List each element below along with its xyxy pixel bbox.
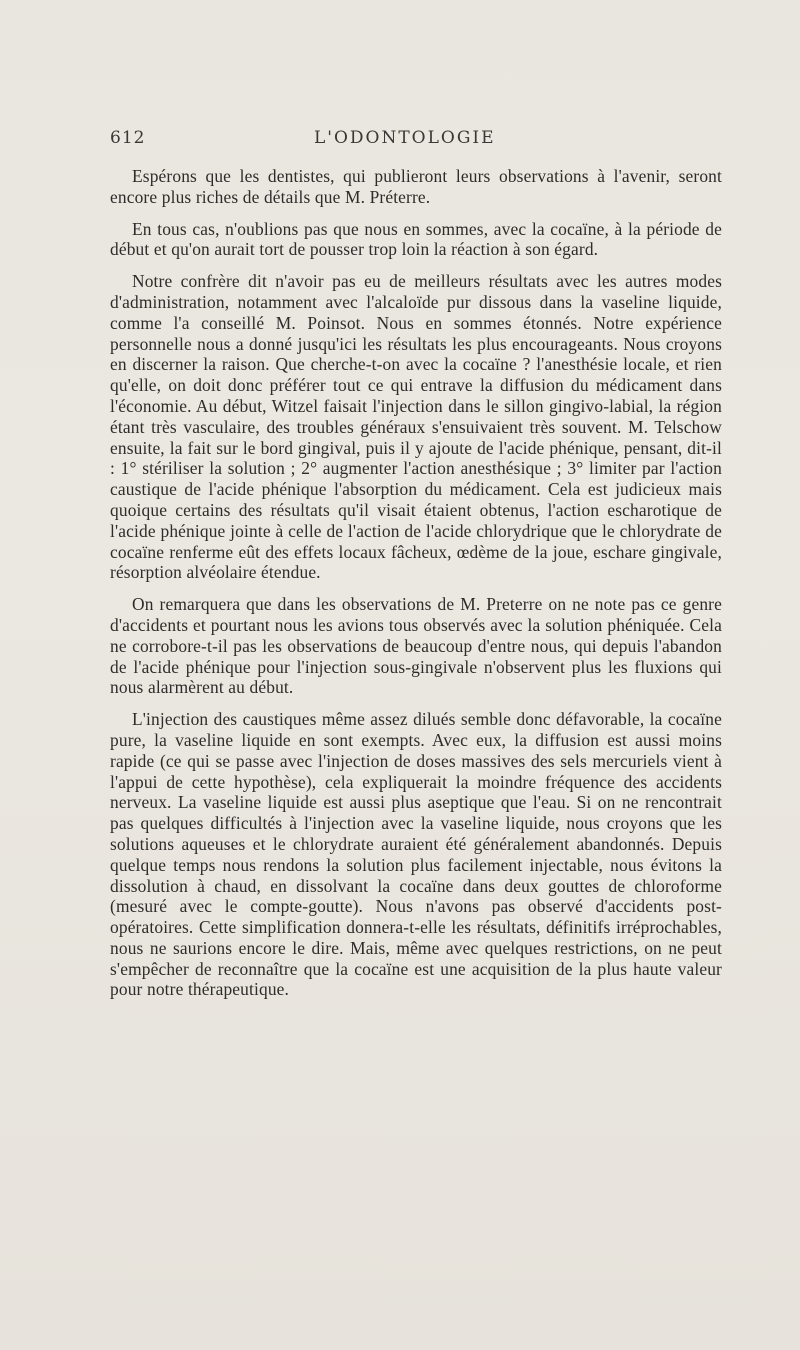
paragraph-5: L'injection des caustiques même assez dilués semble donc défavorable, la cocaïne pure, la vaseline liquide en sont exempts. Avec eux, la diffusion est aussi moins rapide (ce qui se passe avec l'injection de doses massives des sels mercuriels vient à l'appui de cette hypothèse), cela expliquerait la moindre fréquence des accidents nerveux. La vaseline liquide est aussi plus aseptique que l'eau. Si on ne rencontrait pas quelques difficultés à l'injection avec la vaseline liquide, nous croyons que les solutions aqueuses et le chlorydrate auraient été généralement abandonnés. Depuis quelque temps nous rendons la solution plus facilement injectable, nous évitons la dissolution à chaud, en dissolvant la cocaïne dans deux gouttes de chloroforme (mesuré avec le compte-goutte). Nous n'avons pas observé d'accidents post-opératoires. Cette simplification donnera-t-elle les résultats, définitifs irréprochables, nous ne saurions encore le dire. Mais, même avec quelques restrictions, on ne peut s'empêcher de reconnaître que la cocaïne est une acquisition de la plus haute valeur pour notre thérapeutique. bbox=[110, 709, 722, 1000]
paragraph-2: En tous cas, n'oublions pas que nous en sommes, avec la cocaïne, à la période de début et qu'on aurait tort de pousser trop loin la réaction à son égard. bbox=[110, 218, 722, 260]
paragraph-4: On remarquera que dans les observations de M. Preterre on ne note pas ce genre d'accidents et pourtant nous les avions tous observés avec la solution phéniquée. Cela ne corrobore-t-il pas les observations de beaucoup d'entre nous, qui depuis l'abandon de l'acide phénique pour l'injection sous-gingivale n'observent plus les fluxions qui nous alarmèrent au début. bbox=[110, 594, 722, 698]
paragraph-3: Notre confrère dit n'avoir pas eu de meilleurs résultats avec les autres modes d'administration, notamment avec l'alcaloïde pur dissous dans la vaseline liquide, comme l'a conseillé M. Poinsot. Nous en sommes étonnés. Notre expérience personnelle nous a donné jusqu'ici les résultats les plus encourageants. Nous croyons en discerner la raison. Que cherche-t-on avec la cocaïne ? l'anesthésie locale, et rien qu'elle, on doit donc préférer tout ce qui entrave la diffusion du médicament dans l'économie. Au début, Witzel faisait l'injection dans le sillon gingivo-labial, la région étant très vasculaire, des troubles généraux s'ensuivaient très souvent. M. Telschow ensuite, la fait sur le bord gingival, puis il y ajoute de l'acide phénique, pensant, dit-il : 1° stériliser la solution ; 2° augmenter l'action anesthésique ; 3° limiter par l'action caustique de l'acide phénique l'absorption du médicament. Cela est judicieux mais quoique certains des résultats qu'il visait étaient obtenus, l'action escharotique de l'acide phénique jointe à celle de l'action de l'acide chlorydrique que le chlorydrate de cocaïne renferme eût des effets locaux fâcheux, œdème de la joue, eschare gingivale, résorption alvéolaire étendue. bbox=[110, 271, 722, 583]
running-title: L'ODONTOLOGIE bbox=[314, 128, 496, 148]
paragraph-1: Espérons que les dentistes, qui publieront leurs observations à l'avenir, seront encore plus riches de détails que M. Préterre. bbox=[110, 166, 722, 207]
page-number: 612 bbox=[110, 128, 146, 148]
page-header bbox=[110, 128, 720, 152]
body-text bbox=[110, 166, 722, 1011]
